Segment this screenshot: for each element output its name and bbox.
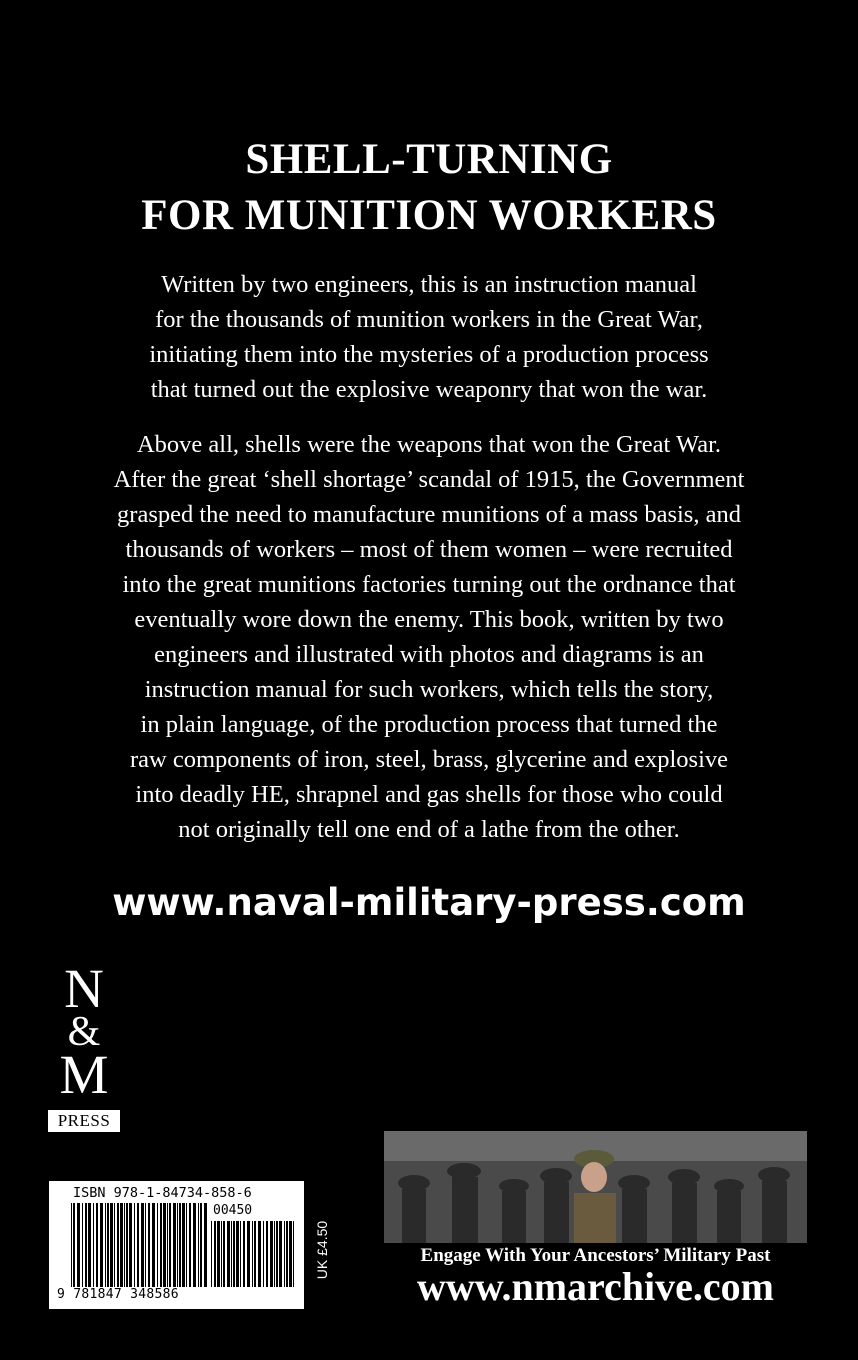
paragraph-line: instruction manual for such workers, which tells the story, [144, 676, 714, 703]
isbn-barcode [49, 1181, 304, 1309]
paragraph-line: into deadly HE, shrapnel and gas shells for those who could [135, 781, 723, 808]
description-paragraph [40, 427, 818, 847]
price-barcode-bars-icon [211, 1221, 297, 1287]
paragraph-line: Above all, shells were the weapons that won the Great War. [136, 431, 722, 458]
title-line-2: FOR MUNITION WORKERS [141, 192, 717, 239]
paragraph-line: into the great munitions factories turning out the ordnance that [122, 571, 736, 598]
paragraph-line: initiating them into the mysteries of a production process [149, 341, 709, 368]
logo-letter-m: M [59, 1044, 109, 1105]
paragraph-line: raw components of iron, steel, brass, glycerine and explosive [129, 746, 729, 773]
price-code: 00450 [213, 1203, 253, 1218]
logo-ampersand: & [67, 1009, 101, 1055]
barcode-bars-icon [71, 1203, 209, 1287]
archive-ad-photo [384, 1131, 807, 1243]
paragraph-line: not originally tell one end of a lathe from the other. [178, 816, 680, 843]
ad-tagline: Engage With Your Ancestors’ Military Past [420, 1245, 771, 1266]
intro-paragraph [40, 267, 818, 407]
price-text: UK £4.50 [314, 1220, 330, 1280]
price-label [312, 1220, 334, 1280]
nm-press-logo [48, 958, 120, 1132]
soldiers-photo-icon [384, 1131, 807, 1243]
paragraph-line: for the thousands of munition workers in the Great War, [155, 306, 703, 333]
isbn-number: ISBN 978-1-84734-858-6 [73, 1185, 252, 1201]
paragraph-line: Written by two engineers, this is an instruction manual [161, 271, 697, 298]
paragraph-line: thousands of workers – most of them women – were recruited [125, 536, 733, 563]
book-title [0, 132, 858, 244]
ad-url[interactable]: www.nmarchive.com [417, 1264, 774, 1309]
logo-press-label: PRESS [48, 1110, 120, 1132]
paragraph-line: After the great ‘shell shortage’ scandal of 1915, the Government [113, 466, 745, 493]
paragraph-line: engineers and illustrated with photos and diagrams is an [154, 641, 704, 668]
paragraph-line: that turned out the explosive weaponry that won the war. [150, 376, 708, 403]
paragraph-line: in plain language, of the production process that turned the [140, 711, 718, 738]
logo-letter-n: N [64, 958, 104, 1019]
title-line-1: SHELL-TURNING [245, 136, 613, 183]
publisher-website: www.naval-military-press.com [112, 881, 746, 924]
paragraph-line: eventually wore down the enemy. This book, written by two [134, 606, 724, 633]
ean-number: 9 781847 348586 [57, 1287, 179, 1302]
paragraph-line: grasped the need to manufacture munitions of a mass basis, and [117, 501, 741, 528]
